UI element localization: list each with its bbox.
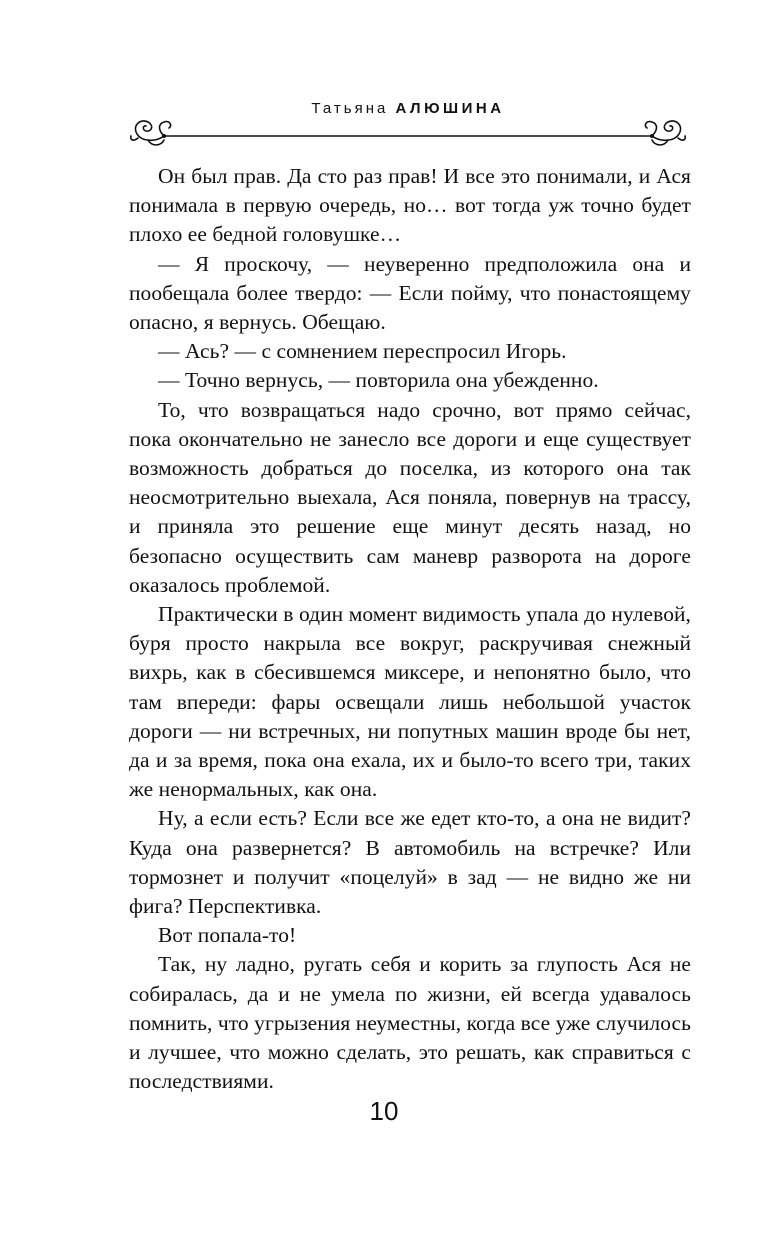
paragraph: Вот попала-то! <box>158 923 297 948</box>
paragraph: Он был прав. Да сто раз прав! И все это понимали, и Ася понимала в первую очередь, но… вот тогда уж точно будет плохо ее бедной головушке… <box>129 164 691 247</box>
paragraph: То, что возвращаться надо срочно, вот прямо сейчас, пока окончательно не занесло все дороги и еще существует возможность добраться до поселка, из которого она так неосмотрительно выехала, Ася поняла, повернув на трассу, и приняла это решение еще минут десять назад, но безопасно осуществить сам маневр разворота на дороге оказалось проблемой. <box>129 397 691 597</box>
header-ornament-rule <box>128 110 688 150</box>
author-last-name: АЛЮШИНА <box>395 100 505 117</box>
page-number: 10 <box>369 1096 399 1126</box>
paragraph: Практически в один момент видимость упала до нулевой, буря просто накрыла все вокруг, раскручивая снежный вихрь, как в сбесившемся миксере, и непонятно было, что там впереди: фары освещали лишь небольшой участок дороги — ни встречных, ни попутных машин вроде бы нет, да и за время, пока она ехала, их и было-то всего три, таких же ненормальных, как она. <box>129 602 691 802</box>
paragraph: — Я проскочу, — неуверенно предположила она и пообещала более твердо: — Если пойму, что понастоящему опасно, я вернусь. Обещаю. <box>129 251 691 335</box>
paragraph: — Ась? — с сомнением переспросил Игорь. <box>158 339 567 364</box>
body-text <box>129 162 691 1097</box>
paragraph: — Точно вернусь, — повторила она убежденно. <box>158 368 599 393</box>
paragraph: Так, ну ладно, ругать себя и корить за глупость Ася не собиралась, да и не умела по жизни, ей всегда удавалось помнить, что угрызения неуместны, когда все уже случилось и лучшее, что можно сделать, это решать, как справиться с последствиями. <box>129 952 691 1094</box>
running-header <box>128 100 688 150</box>
paragraph: Ну, а если есть? Если все же едет кто-то, а она не видит? Куда она развернется? В автомобиль на встречке? Или тормознет и получит «поцелуй» в зад — не видно же ни фига? Перспективка. <box>129 806 691 919</box>
author-first-name: Татьяна <box>311 100 389 117</box>
